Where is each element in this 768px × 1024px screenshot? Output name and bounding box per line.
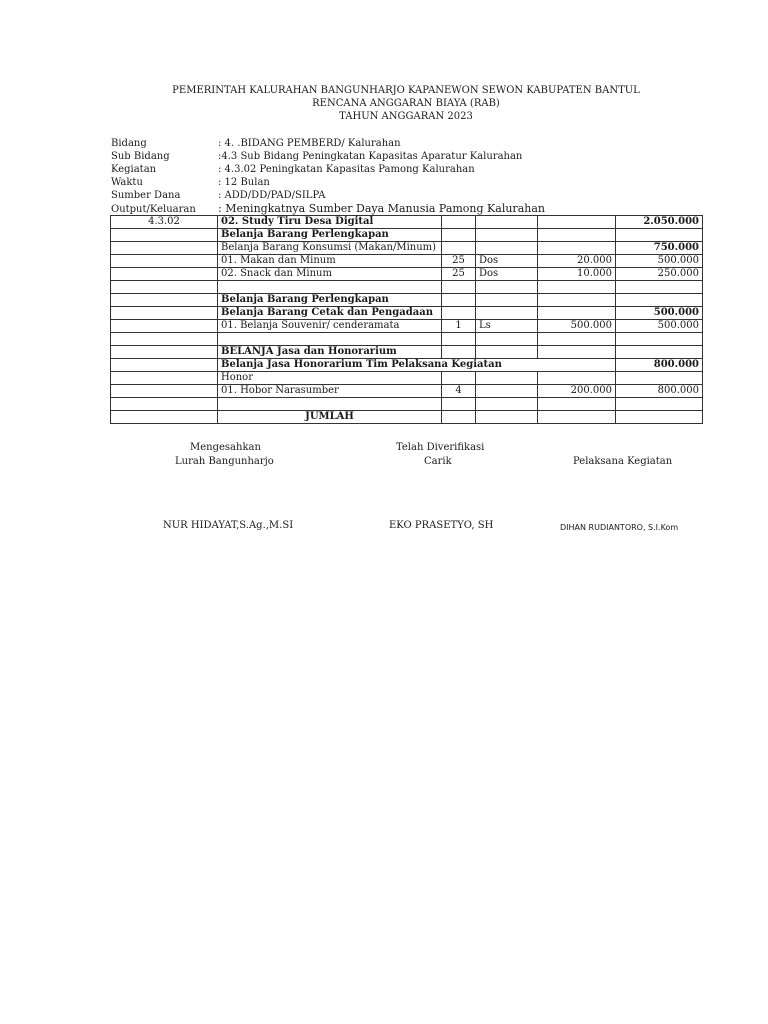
table-row <box>111 255 703 268</box>
cell-total <box>616 333 703 346</box>
cell-total: 500.000 <box>616 320 703 333</box>
info-row-waktu <box>111 176 545 189</box>
info-row-kegiatan <box>111 163 545 176</box>
cell-description: Belanja Barang Perlengkapan <box>218 229 442 242</box>
table-row <box>111 333 703 346</box>
approver-role: Mengesahkan <box>190 442 261 453</box>
cell-total <box>616 294 703 307</box>
cell-code <box>111 268 218 281</box>
info-value: : 12 Bulan <box>218 177 270 188</box>
cell-volume: 25 <box>442 268 476 281</box>
info-label: Waktu <box>111 177 143 188</box>
info-value: : Meningkatnya Sumber Daya Manusia Pamong Kalurahan <box>218 202 545 215</box>
cell-volume <box>442 372 476 385</box>
cell-volume <box>442 307 476 320</box>
cell-volume <box>442 294 476 307</box>
cell-code <box>111 242 218 255</box>
cell-volume <box>442 242 476 255</box>
info-row-sumber-dana <box>111 189 545 202</box>
cell-volume <box>442 216 476 229</box>
info-value: : 4.3.02 Peningkatan Kapasitas Pamong Kalurahan <box>218 164 475 175</box>
cell-code <box>111 398 218 411</box>
cell-unit-price: 20.000 <box>538 255 616 268</box>
cell-description: Belanja Barang Perlengkapan <box>218 294 442 307</box>
cell-total: 2.050.000 <box>616 216 703 229</box>
info-label: Output/Keluaran <box>111 204 196 215</box>
cell-description: 01. Hobor Narasumber <box>218 385 442 398</box>
table-row <box>111 320 703 333</box>
cell-unit-price: 200.000 <box>538 385 616 398</box>
cell-unit <box>476 372 538 385</box>
cell-unit-price <box>538 229 616 242</box>
cell-unit-price <box>538 372 616 385</box>
cell-description: 01. Belanja Souvenir/ cenderamata <box>218 320 442 333</box>
table-row <box>111 294 703 307</box>
cell-total: 800.000 <box>616 359 703 372</box>
cell-unit-price: 500.000 <box>538 320 616 333</box>
cell-total: 750.000 <box>616 242 703 255</box>
cell-volume: 1 <box>442 320 476 333</box>
cell-description <box>218 333 442 346</box>
cell-unit: Dos <box>476 268 538 281</box>
executor-title: Pelaksana Kegiatan <box>573 456 673 467</box>
table-row <box>111 268 703 281</box>
cell-volume: 25 <box>442 255 476 268</box>
cell-description: Belanja Barang Konsumsi (Makan/Minum) <box>218 242 442 255</box>
header-line-2: RENCANA ANGGARAN BIAYA (RAB) <box>312 98 500 109</box>
table-row <box>111 242 703 255</box>
cell-unit-price <box>538 411 616 424</box>
header-line-3: TAHUN ANGGARAN 2023 <box>339 111 473 122</box>
cell-description <box>218 281 442 294</box>
budget-table-body <box>111 216 703 424</box>
cell-volume <box>442 229 476 242</box>
cell-total <box>616 229 703 242</box>
cell-volume <box>442 281 476 294</box>
cell-unit-price <box>538 307 616 320</box>
cell-unit <box>476 281 538 294</box>
table-row <box>111 398 703 411</box>
cell-code <box>111 346 218 359</box>
info-value: : 4. .BIDANG PEMBERD/ Kalurahan <box>218 138 401 149</box>
cell-total: 500.000 <box>616 307 703 320</box>
cell-volume: 4 <box>442 385 476 398</box>
cell-unit-price <box>538 346 616 359</box>
cell-code <box>111 255 218 268</box>
cell-unit-price <box>538 281 616 294</box>
cell-total <box>616 281 703 294</box>
info-label: Sumber Dana <box>111 190 181 201</box>
activity-info <box>111 137 545 215</box>
cell-code <box>111 281 218 294</box>
cell-volume <box>442 411 476 424</box>
verifier-title: Carik <box>424 456 452 467</box>
info-label: Kegiatan <box>111 164 157 175</box>
verifier-role: Telah Diverifikasi <box>396 442 485 453</box>
cell-total <box>616 411 703 424</box>
cell-unit <box>476 398 538 411</box>
cell-unit: Dos <box>476 255 538 268</box>
cell-code <box>111 385 218 398</box>
cell-total <box>616 346 703 359</box>
cell-unit <box>476 307 538 320</box>
cell-unit <box>476 294 538 307</box>
cell-code <box>111 411 218 424</box>
cell-description: Belanja Barang Cetak dan Pengadaan <box>218 307 442 320</box>
cell-code <box>111 320 218 333</box>
cell-description: Honor <box>218 372 442 385</box>
cell-unit-price <box>538 242 616 255</box>
cell-unit <box>476 411 538 424</box>
table-row <box>111 229 703 242</box>
cell-volume <box>442 333 476 346</box>
cell-description: Belanja Jasa Honorarium Tim Pelaksana Kegiatan <box>218 359 616 372</box>
cell-description: 02. Snack dan Minum <box>218 268 442 281</box>
cell-code <box>111 372 218 385</box>
approver-title: Lurah Bangunharjo <box>175 456 274 467</box>
cell-code <box>111 294 218 307</box>
table-row <box>111 359 703 372</box>
cell-unit-price <box>538 216 616 229</box>
table-row <box>111 346 703 359</box>
cell-code <box>111 359 218 372</box>
cell-unit <box>476 333 538 346</box>
cell-total: 250.000 <box>616 268 703 281</box>
table-row <box>111 411 703 424</box>
cell-code <box>111 229 218 242</box>
approver-name: NUR HIDAYAT,S.Ag.,M.SI <box>163 520 294 531</box>
cell-code <box>111 333 218 346</box>
cell-unit-price: 10.000 <box>538 268 616 281</box>
cell-unit-price <box>538 398 616 411</box>
info-row-bidang <box>111 137 545 150</box>
cell-description: BELANJA Jasa dan Honorarium <box>218 346 442 359</box>
table-row <box>111 372 703 385</box>
cell-unit-price <box>538 294 616 307</box>
cell-total <box>616 372 703 385</box>
table-row <box>111 216 703 229</box>
budget-table <box>110 215 703 424</box>
verifier-name: EKO PRASETYO, SH <box>389 520 494 531</box>
cell-unit <box>476 242 538 255</box>
cell-description: JUMLAH <box>218 411 442 424</box>
cell-unit <box>476 385 538 398</box>
cell-description: 01. Makan dan Minum <box>218 255 442 268</box>
cell-code <box>111 307 218 320</box>
cell-total <box>616 398 703 411</box>
header-line-1: PEMERINTAH KALURAHAN BANGUNHARJO KAPANEWON SEWON KABUPATEN BANTUL <box>172 85 640 96</box>
cell-code: 4.3.02 <box>111 216 218 229</box>
cell-volume <box>442 346 476 359</box>
table-row <box>111 281 703 294</box>
cell-unit <box>476 216 538 229</box>
cell-description: 02. Study Tiru Desa Digital <box>218 216 442 229</box>
info-label: Sub Bidang <box>111 151 170 162</box>
cell-total: 800.000 <box>616 385 703 398</box>
cell-unit-price <box>538 333 616 346</box>
cell-unit <box>476 229 538 242</box>
cell-unit: Ls <box>476 320 538 333</box>
cell-volume <box>442 398 476 411</box>
info-value: : ADD/DD/PAD/SILPA <box>218 190 326 201</box>
info-row-sub-bidang <box>111 150 545 163</box>
executor-name: DIHAN RUDIANTORO, S.I.Kom <box>560 523 679 532</box>
info-value: :4.3 Sub Bidang Peningkatan Kapasitas Aparatur Kalurahan <box>218 151 523 162</box>
cell-total: 500.000 <box>616 255 703 268</box>
info-label: Bidang <box>111 138 147 149</box>
cell-description <box>218 398 442 411</box>
info-row-output <box>111 202 545 215</box>
table-row <box>111 307 703 320</box>
table-row <box>111 385 703 398</box>
cell-unit <box>476 346 538 359</box>
